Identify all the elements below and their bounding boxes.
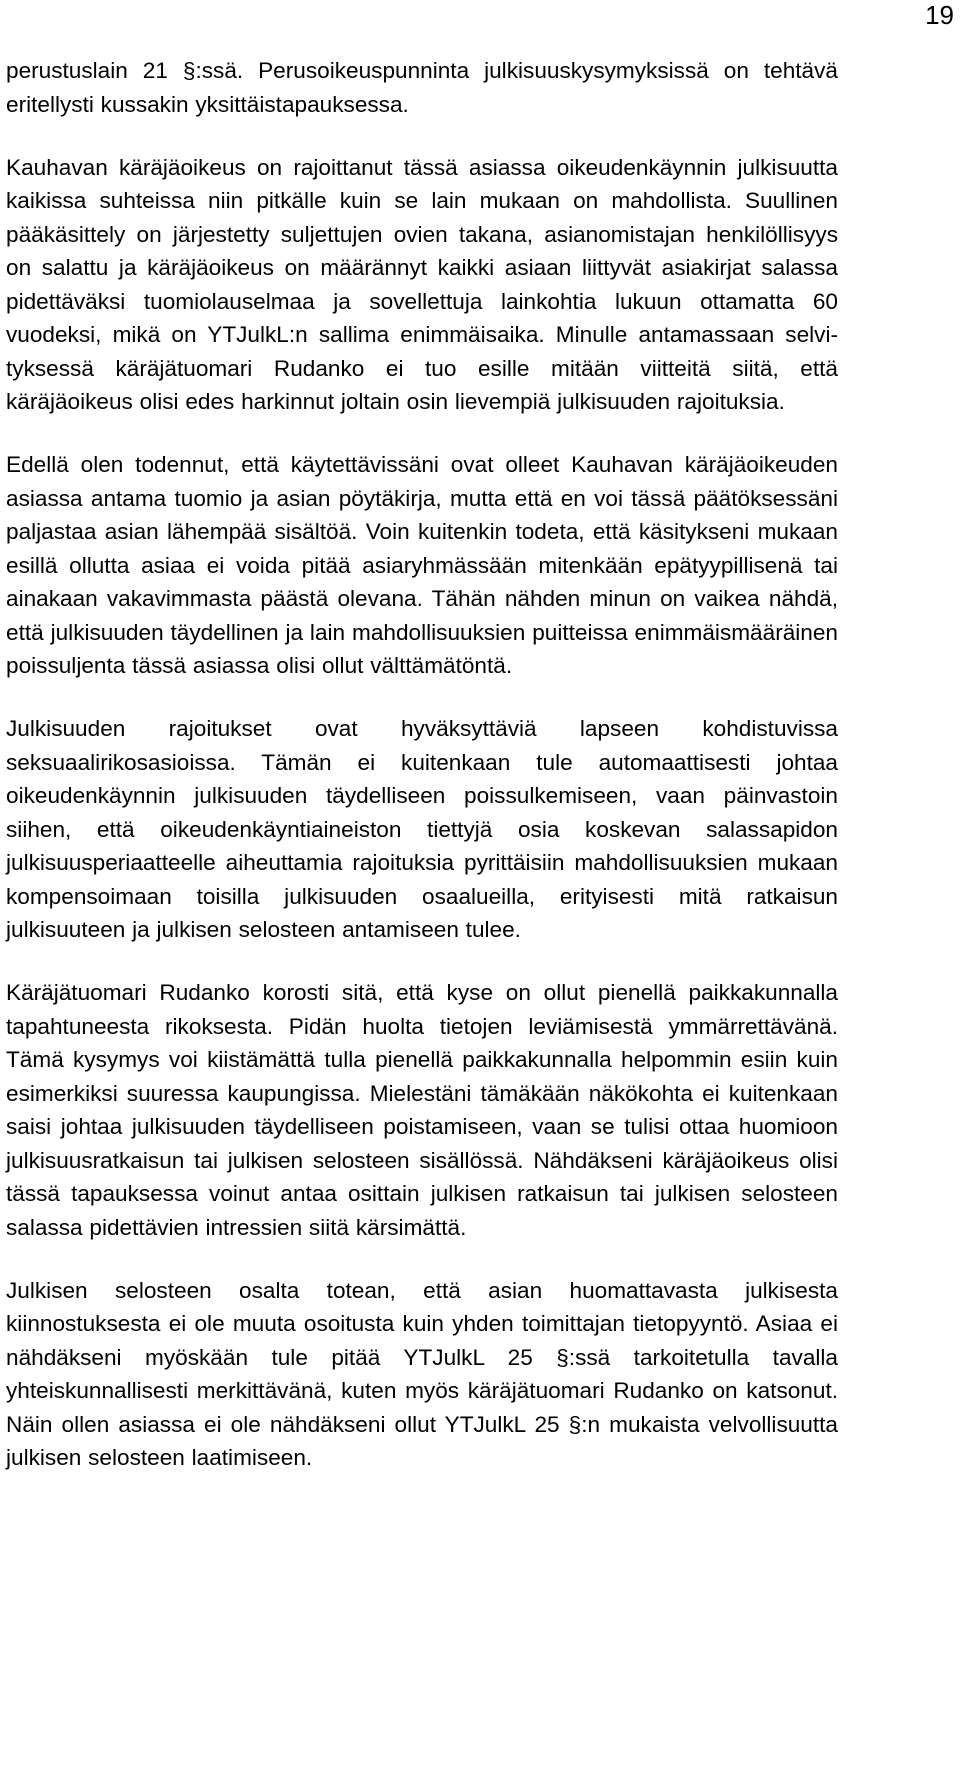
paragraph-3: Edellä olen todennut, että käytettävissäni ovat olleet Kauhavan käräjäoikeuden asiassa antama tuomio ja asian pöytäkirja, mutta että en voi tässä päätöksessäni paljastaa asian lähempää sisältöä. Voin kuitenkin todeta, että käsitykseni mukaan esillä ollutta asiaa ei voida pitää asiaryhmässään mitenkään epätyypillisenä tai ainakaan vakavimmasta päästä olevana. Tähän nähden minun on vaikea nähdä, että julkisuuden täydellinen ja lain mahdollisuuksien puitteissa enimmäismääräinen poissuljenta tässä asiassa olisi ollut välttämätöntä. [6, 452, 838, 678]
page-number: 19 [925, 0, 954, 30]
paragraph-5: Käräjätuomari Rudanko korosti sitä, että kyse on ollut pienellä paikkakunnalla tapahtuneesta rikoksesta. Pidän huolta tietojen leviämisestä ymmärrettävänä. Tämä kysymys voi kiistämättä tulla pienellä paikkakunnalla helpommin esiin kuin esimerkiksi suuressa kaupungissa. Mielestäni tämäkään näkökohta ei kuitenkaan saisi johtaa julkisuuden täydelliseen poistamiseen, vaan se tulisi ottaa huomioon julkisuusratkaisun tai julkisen selosteen sisällössä. Nähdäkseni käräjäoikeus olisi tässä tapauksessa voinut antaa osittain julkisen ratkaisun tai julkisen selosteen salassa pidettävien intressien siitä kärsimättä. [6, 980, 838, 1240]
paragraph-6: Julkisen selosteen osalta totean, että asian huomattavasta julkisesta kiinnostuksesta ei ole muuta osoitusta kuin yhden toimittajan tietopyyntö. Asiaa ei nähdäkseni myöskään tule pitää YTJulkL 25 §:ssä tarkoitetulla tavalla yhteiskunnallisesti merkittävänä, kuten myös käräjätuomari Rudanko on katsonut. Näin ollen asiassa ei ole nähdäkseni ollut YTJulkL 25 §:n mukaista velvollisuutta julkisen selosteen laatimiseen. [6, 1277, 838, 1470]
paragraph-2: Kauhavan käräjäoikeus on rajoittanut tässä asiassa oikeudenkäynnin julkisuutta kaikissa suhteissa niin pitkälle kuin se lain mukaan on mahdollista. Suullinen pääkäsittely on järjestetty suljettujen ovien takana, asianomistajan henkilöllisyys on salattu ja käräjäoikeus on määrännyt kaikki asiaan liittyvät asiakirjat salassa pidettäväksi tuomiolauselmaa ja sovellettuja lainkohtia lukuun ottamatta 60 vuodeksi, mikä on YTJulkL:n sallima enimmäisaika. Minulle antamassaan selvityksessä käräjätuomari Rudanko ei tuo esille mitään viitteitä siitä, että käräjäoikeus olisi edes harkinnut joltain osin lievempiä julkisuuden rajoituksia. [6, 154, 838, 414]
paragraph-4: Julkisuuden rajoitukset ovat hyväksyttäviä lapseen kohdistuvissa seksuaalirikosasioissa. Tämän ei kuitenkaan tule automaattisesti johtaa oikeudenkäynnin julkisuuden täydelliseen poissulkemiseen, vaan päinvastoin siihen, että oikeudenkäyntiaineiston tiettyjä osia koskevan salassapidon julkisuusperiaatteelle aiheuttamia rajoituksia pyrittäisiin mahdollisuuksien mukaan kompensoimaan toisilla julkisuuden osaalueilla, erityisesti mitä ratkaisun julkisuuteen ja julkisen selosteen antamiseen tulee. [6, 716, 838, 942]
paragraph-1: perustuslain 21 §:ssä. Perusoikeuspunninta julkisuuskysymyksissä on tehtävä eritellysti kussakin yksittäistapauksessa. [6, 58, 838, 117]
body-text [6, 54, 838, 1504]
